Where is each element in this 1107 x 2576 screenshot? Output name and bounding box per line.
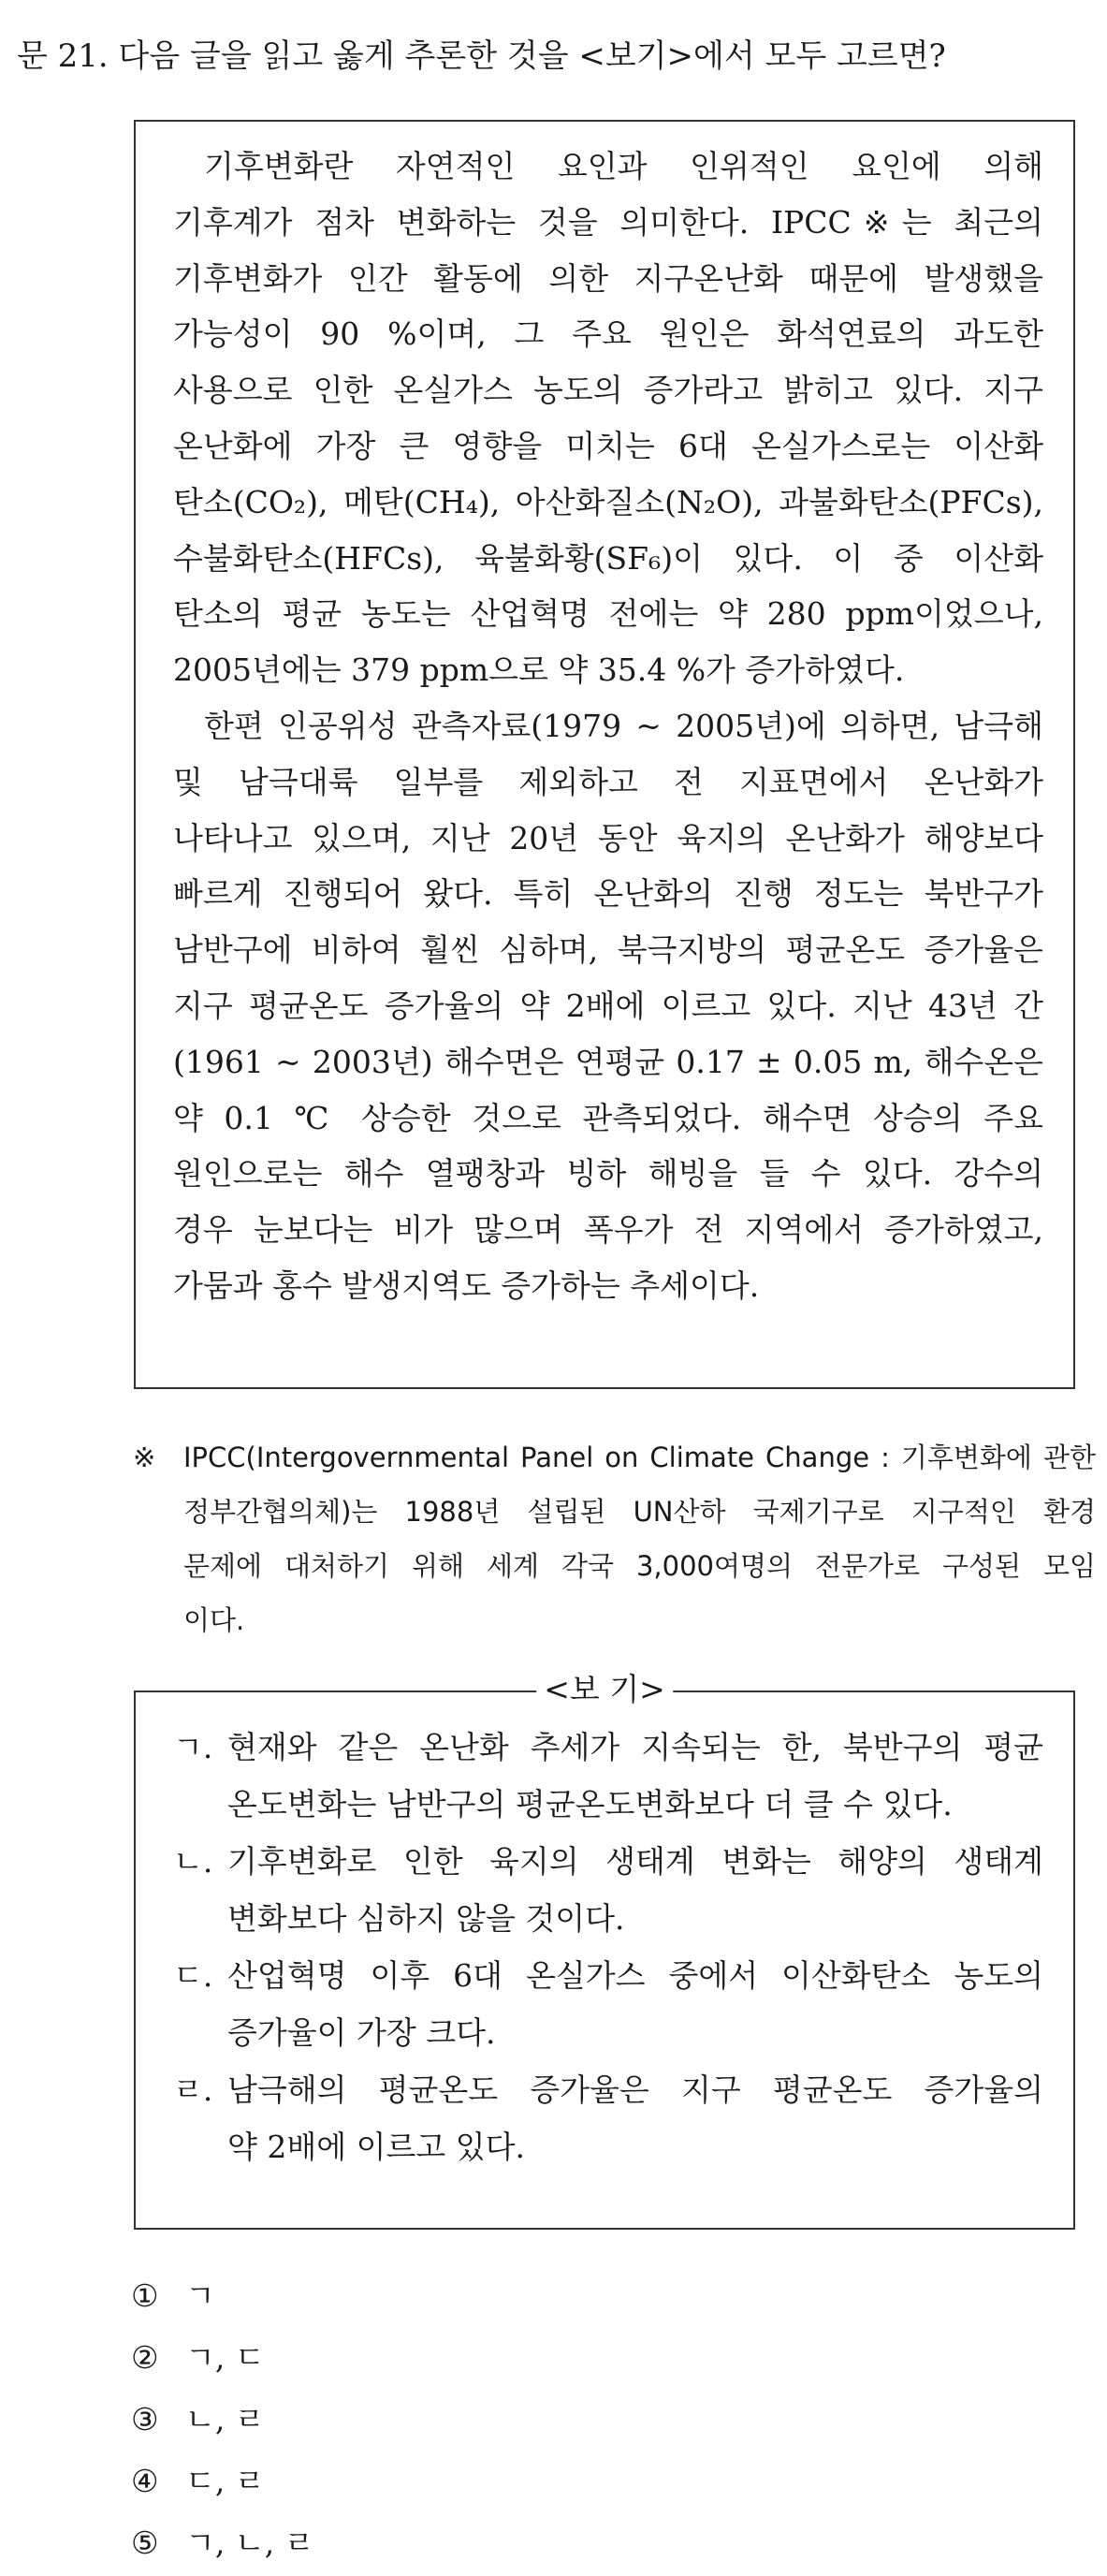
passage-line: 사용으로 인한 온실가스 농도의 증가라고 밝히고 있다. 지구 [173,372,1043,409]
bogi-item-line: 온도변화는 남반구의 평균온도변화보다 더 클 수 있다. [227,1786,953,1822]
choice-number: ③ [131,2401,159,2437]
bogi-item-line: 약 2배에 이르고 있다. [227,2129,525,2165]
passage-line: 한편 인공위성 관측자료(1979 ~ 2005년)에 의하면, 남극해 [204,707,1043,744]
passage-line: 빠르게 진행되어 왔다. 특히 온난화의 진행 정도는 북반구가 [173,875,1043,913]
passage-line: 가뭄과 홍수 발생지역도 증가하는 추세이다. [173,1266,760,1304]
answer-choice-4[interactable] [131,2451,314,2512]
passage-line: 기후계가 점차 변화하는 것을 의미한다. IPCC※는 최근의 [173,203,1043,241]
question-stem [17,36,1093,77]
bogi-item-line: 산업혁명 이후 6대 온실가스 중에서 이산화탄소 농도의 [227,1957,1043,1994]
passage-line: 탄소의 평균 농도는 산업혁명 전에는 약 280 ppm이었으나, [173,595,1043,633]
passage-line: 경우 눈보다는 비가 많으며 폭우가 전 지역에서 증가하였고, [173,1211,1043,1249]
bogi-item [173,1947,1043,2061]
passage-line: 탄소(CO₂), 메탄(CH₄), 아산화질소(N₂O), 과불화탄소(PFCs), [173,483,1043,520]
passage-line: 남반구에 비하여 훨씬 심하며, 북극지방의 평균온도 증가율은 [173,931,1043,969]
question-text: 다음 글을 읽고 옳게 추론한 것을 <보기>에서 모두 고르면? [118,37,946,75]
bogi-item-label: ㄹ. [173,2071,213,2108]
reference-mark-icon: ※ [133,1442,156,1473]
passage-text [173,139,1043,1314]
passage-line: 기후변화란 자연적인 요인과 인위적인 요인에 의해 [204,148,1043,184]
footnote-text [183,1430,1096,1647]
choice-number: ② [131,2339,159,2376]
passage-line: 수불화탄소(HFCs), 육불화황(SF₆)이 있다. 이 중 이산화 [173,539,1043,577]
bogi-item-line: 기후변화로 인한 육지의 생태계 변화는 해양의 생태계 [227,1843,1043,1880]
bogi-item [173,1833,1043,1947]
passage-line: 나타나고 있으며, 지난 20년 동안 육지의 온난화가 해양보다 [173,819,1043,856]
choice-text: ㄱ [185,2277,215,2314]
passage-line: 지구 평균온도 증가율의 약 2배에 이르고 있다. 지난 43년 간 [173,987,1043,1024]
passage-line: (1961 ~ 2003년) 해수면은 연평균 0.17 ± 0.05 m, 해수온은 [173,1043,1043,1080]
choice-text: ㄱ, ㄴ, ㄹ [185,2525,314,2561]
bogi-item-line: 현재와 같은 온난화 추세가 지속되는 한, 북반구의 평균 [227,1729,1043,1765]
bogi-item-line: 변화보다 심하지 않을 것이다. [227,1900,625,1937]
bogi-box [134,1671,1075,2230]
bogi-title: <보 기> [536,1666,673,1713]
passage-line: 및 남극대륙 일부를 제외하고 전 지표면에서 온난화가 [173,763,1043,800]
passage-line: 2005년에는 379 ppm으로 약 35.4 %가 증가하였다. [173,651,905,689]
bogi-item-line: 증가율이 가장 크다. [227,2014,496,2051]
question-number: 문 21. [17,37,109,75]
bogi-item [173,2061,1043,2175]
passage-line: 약 0.1 ℃ 상승한 것으로 관측되었다. 해수면 상승의 주요 [173,1099,1043,1136]
passage-line: 가능성이 90 %이며, 그 주요 원인은 화석연료의 과도한 [173,315,1043,353]
passage-line: 온난화에 가장 큰 영향을 미치는 6대 온실가스로는 이산화 [173,427,1043,464]
bogi-item-label: ㄱ. [173,1729,213,1765]
footnote-line: 정부간협의체)는 1988년 설립된 UN산하 국제기구로 지구적인 환경 [183,1496,1096,1528]
choice-number: ⑤ [131,2525,159,2561]
bogi-item-line: 남극해의 평균온도 증가율은 지구 평균온도 증가율의 [227,2071,1043,2108]
answer-choice-1[interactable] [131,2265,314,2327]
footnote-line: IPCC(Intergovernmental Panel on Climate Change : 기후변화에 관한 [183,1442,1096,1473]
passage-line: 기후변화가 인간 활동에 의한 지구온난화 때문에 발생했을 [173,259,1043,297]
passage-line: 원인으로는 해수 열팽창과 빙하 해빙을 들 수 있다. 강수의 [173,1155,1043,1193]
choice-text: ㄴ, ㄹ [185,2401,265,2437]
bogi-item-label: ㄷ. [173,1957,213,1994]
bogi-item-label: ㄴ. [173,1843,213,1880]
choice-text: ㄱ, ㄷ [185,2339,265,2376]
choice-number: ④ [131,2463,159,2499]
footnote-line: 문제에 대처하기 위해 세계 각국 3,000여명의 전문가로 구성된 모임 [183,1550,1096,1582]
answer-choices [131,2265,314,2574]
bogi-item [173,1719,1043,1833]
answer-choice-5[interactable] [131,2512,314,2574]
choice-number: ① [131,2277,159,2314]
answer-choice-3[interactable] [131,2389,314,2451]
bogi-list [173,1719,1043,2175]
passage-box [134,120,1075,1389]
choice-text: ㄷ, ㄹ [185,2463,265,2499]
footnote-line: 이다. [183,1604,245,1636]
answer-choice-2[interactable] [131,2327,314,2389]
